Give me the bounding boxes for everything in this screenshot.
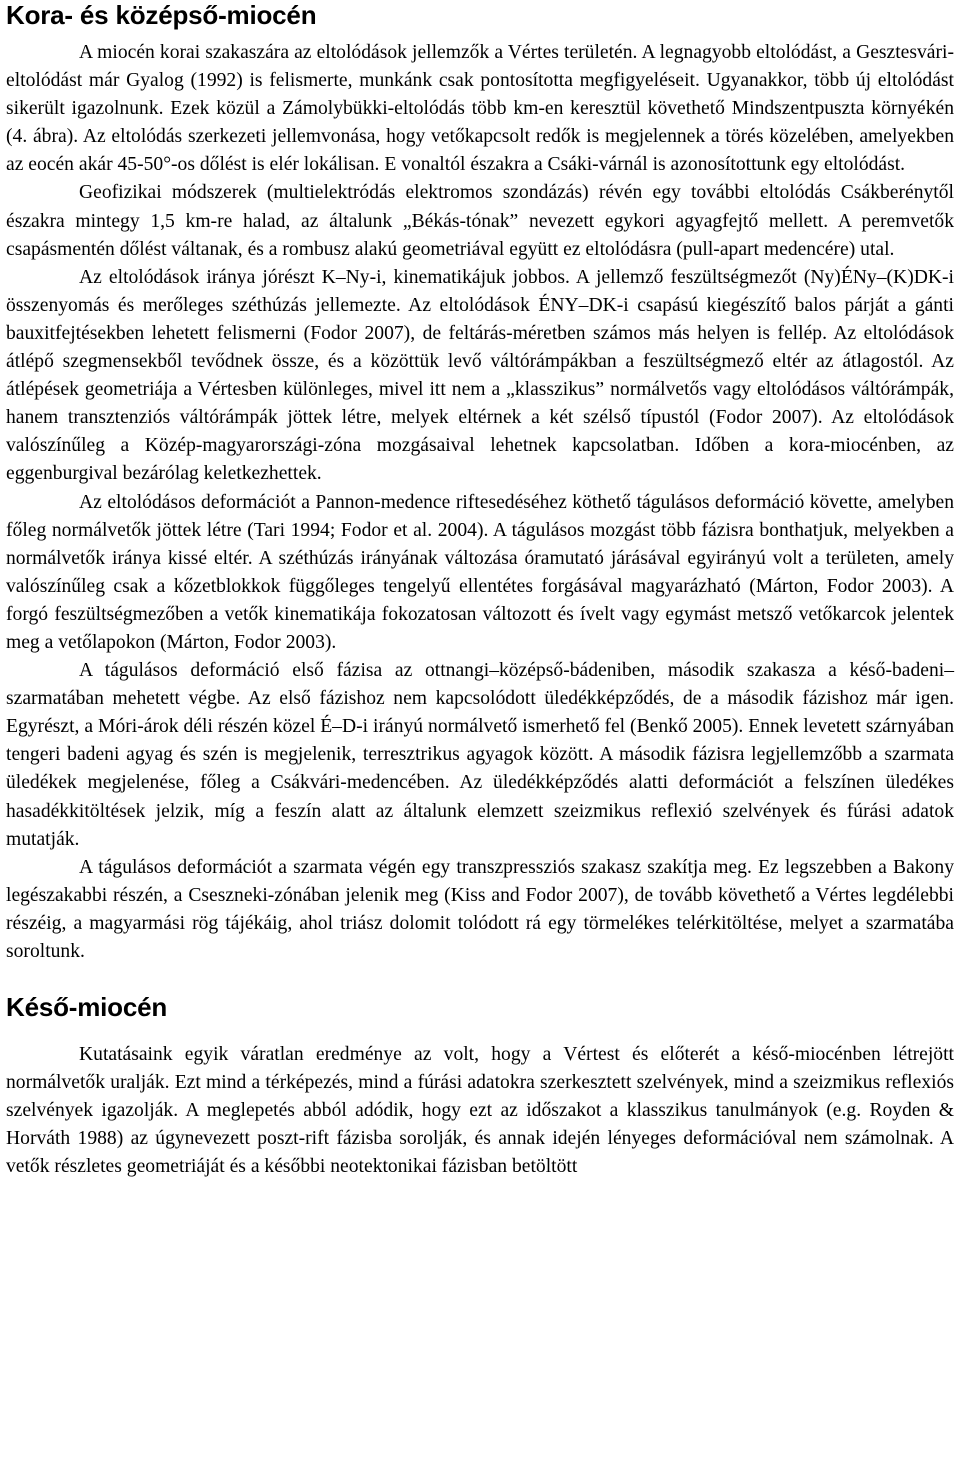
paragraph: A tágulásos deformációt a szarmata végén egy transzpressziós szakasz szakítja meg. Ez legszebben a Bakony legészakabbi részén, a Cseszneki-zónában jelenik meg (Kiss and Fodor 2007), de tovább követhető a Vértes legdélebbi részéig, a magyarmási rög tájékáig, ahol triász dolomit tolódott rá egy törmelékes telérkitöltése, melyet a szarmatába soroltunk. [6,856,954,962]
section-heading-late-miocene: Késő-miocén [6,992,168,1023]
document-page [6,0,954,1182]
paragraph: Az eltolódások iránya jórészt K–Ny-i, kinematikájuk jobbos. A jellemző feszültségmezőt (Ny)ÉNy–(K)DK-i összenyomás és merőleges széthúzás jellemezte. Az eltolódások ÉNY–DK-i csapású kiegészítő balos párját a gánti bauxitfejtésekben lehetett felismerni (Fodor 2007), de feltárás-méretben számos más helyen is fellép. Az eltolódások átlépő szegmensekből tevődnek össze, és a közöttük levő váltórámpákban a feszültségmező eltér az átlagostól. Az átlépések geometriája a Vértesben különleges, mivel itt nem a „klasszikus” normálvetős vagy eltolódásos váltórámpák, hanem transztenziós váltórámpák jöttek létre, melyek eltérnek a két szélső típustól (Fodor 2007). Az eltolódások valószínűleg a Közép-magyarországi-zóna mozgásaival lehetnek kapcsolatban. Időben a kora-miocénben, az eggenburgival bezárólag keletkezhettek. [6,266,954,485]
paragraph: A tágulásos deformáció első fázisa az ottnangi–középső-bádeniben, második szakasza a késő-badeni–szarmatában mehetett végbe. Az első fázishoz nem kapcsolódott üledékképződés, de a második fázishoz már igen. Egyrészt, a Móri-árok déli részén közel É–D-i irányú normálvető ismerhető fel (Benkő 2005). Ennek levetett szárnyában tengeri badeni agyag és szén is megjelenik, terresztrikus agyagok között. A második fázisra legjellemzőbb a szarmata üledékek megjelenése, főleg a Csákvári-medencében. Az üledékképződés alatti deformációt a felszínen üledékes hasadékkitöltések jelzik, míg a feszín alatt az általunk elemzett szeizmikus reflexió szelvények és fúrási adatok mutatják. [6,660,954,850]
paragraph: Kutatásaink egyik váratlan eredménye az volt, hogy a Vértest és előterét a késő-miocénben létrejött normálvetők uralják. Ezt mind a térképezés, mind a fúrási adatokra szerkesztett szelvények, mind a szeizmikus reflexiós szelvények igazolják. A meglepetés abból adódik, hogy ezt az időszakot a klasszikus tanulmányok (e.g. Royden & Horváth 1988) az úgynevezett poszt-rift fázisba sorolják, és annak idején lényeges deformációval nem számolnak. A vetők részletes geometriáját és a későbbi neotektonikai fázisban betöltött [6,1044,954,1178]
section-heading-early-middle-miocene: Kora- és középső-miocén [6,0,317,30]
paragraph: Geofizikai módszerek (multielektródás elektromos szondázás) révén egy további eltolódás Csákberénytől északra mintegy 1,5 km-re halad, az általunk „Békás-tónak” nevezett egykori agyagfejtő mellett. A peremvetők csapásmentén dőlést váltanak, és a rombusz alakú geometriával együtt ez eltolódásra (pull-apart medencére) utal. [6,182,954,260]
paragraph: Az eltolódásos deformációt a Pannon-medence riftesedéséhez köthető tágulásos deformáció követte, amelyben főleg normálvetők jöttek létre (Tari 1994; Fodor et al. 2004). A tágulásos mozgást több fázisra bonthatjuk, melyekben a normálvetők iránya kissé eltér. A széthúzás irányának változása óramutató járásával egyirányú volt a területen, amely valószínűleg csak a kőzetblokkok függőleges tengelyű ellentétes forgásával magyarázható (Márton, Fodor 2003). A forgó feszültségmezőben a vetők kinematikája fokozatosan változott és ívelt vagy egymást metsző vetőkarcok jelentek meg a vetőlapokon (Márton, Fodor 2003). [6,491,954,653]
paragraph: A miocén korai szakaszára az eltolódások jellemzők a Vértes területén. A legnagyobb eltolódást, a Gesztesvári-eltolódást már Gyalog (1992) is felismerte, munkánk csak pontosította megfigyeléseit. Ugyanakkor, több új eltolódást sikerült igazolnunk. Ezek közül a Zámolybükki-eltolódás több km-en keresztül követhető Mindszentpuszta környékén (4. ábra). Az eltolódás szerkezeti jellemvonása, hogy vetőkapcsolt redők is megjelennek a törés közelében, amelyekben az eocén akár 45-50°-os dőlést is elér lokálisan. E vonaltól északra a Csáki-várnál is azonosítottunk egy eltolódást. [6,42,954,176]
